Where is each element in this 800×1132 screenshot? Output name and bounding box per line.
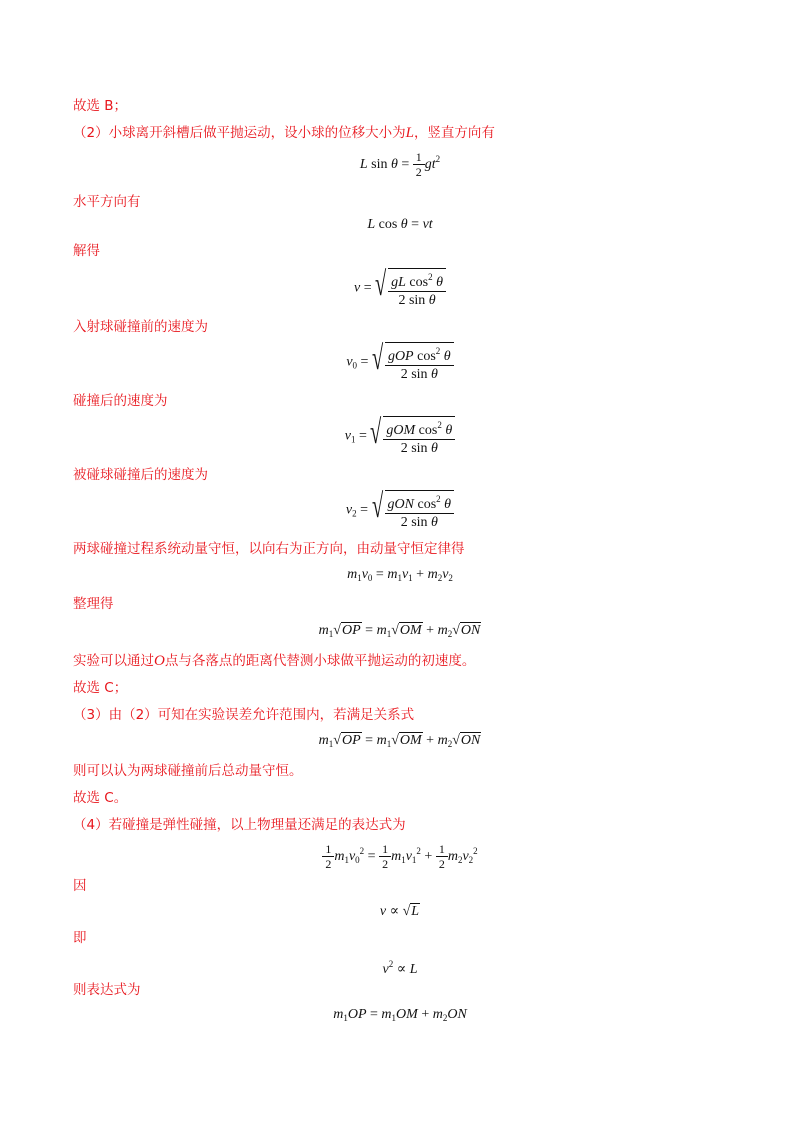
equation-final: $m_1OP = m_1OM + m_2ON$ (333, 1007, 467, 1023)
line-expression: 则表达式为 (73, 982, 141, 998)
var-O: O (154, 653, 165, 669)
line-rearrange: 整理得 (73, 596, 114, 612)
line-target-after: 被碰球碰撞后的速度为 (73, 467, 208, 483)
equation-momentum: $m_1v_0 = m_1v_1 + m_2v_2$ (347, 567, 453, 583)
equation-v1: $v_1$ = √ $\frac{gOM \cos^2 \theta}{\text{2 sin θ}}$ (0, 416, 800, 457)
note-post: 点与各落点的距离代替测小球做平抛运动的初速度。 (164, 653, 476, 669)
line-part4-intro: （4）若碰撞是弹性碰撞，以上物理量还满足的表达式为 (73, 817, 406, 833)
line-part3-intro: （3）由（2）可知在实验误差允许范围内，若满足关系式 (73, 707, 415, 723)
line-horizontal: 水平方向有 (73, 194, 141, 210)
equation-energy: $\frac{1}{2}$ $m_1v_0^2$ = $\frac{1}{2}$ $m_1v_1^2$ + $\frac{1}{2}$ $m_2v_2^2$ (0, 842, 800, 871)
line-that-is: 即 (73, 930, 87, 946)
note-pre: 实验可以通过 (73, 653, 154, 669)
var-L: L (405, 125, 414, 141)
equation-proportional-sqrt: v ∝ √L (379, 904, 420, 919)
line-solve: 解得 (73, 243, 100, 259)
equation-proportional: $v^2 \propto L$ (382, 959, 418, 977)
equation-sqrt-momentum: $m_1√OP = m_1√OM + m_2√ON$ (318, 623, 481, 639)
line-because: 因 (73, 878, 87, 894)
line-part2-intro (73, 124, 495, 142)
equation-v: v = √ $\frac{gL \cos^2 \theta}{\text{2 sin θ}}$ (0, 268, 800, 309)
equation-horizontal: L cos θ = vt (367, 217, 433, 232)
line-choice-b: 故选 B； (73, 98, 128, 114)
line-conserved: 则可以认为两球碰撞前后总动量守恒。 (73, 763, 303, 779)
line-experiment-note (73, 652, 475, 670)
line-choice-c-end: 故选 C。 (73, 790, 128, 806)
part2-intro-text: （2）小球离开斜槽后做平抛运动，设小球的位移大小为 (73, 125, 406, 141)
part2-intro-tail: ，竖直方向有 (413, 125, 495, 141)
line-choice-c: 故选 C； (73, 680, 128, 696)
line-after-collision: 碰撞后的速度为 (73, 393, 168, 409)
equation-relation: $m_1√OP = m_1√OM + m_2√ON$ (318, 733, 481, 749)
equation-v0: $v_0$ = √ $\frac{gOP \cos^2 \theta}{\text{2 sin θ}}$ (0, 342, 800, 383)
line-incident-before: 入射球碰撞前的速度为 (73, 319, 208, 335)
equation-vertical: L sin θ = $\frac{1}{2}$ $gt^2$ (359, 150, 441, 180)
line-momentum-conservation: 两球碰撞过程系统动量守恒，以向右为正方向，由动量守恒定律得 (73, 541, 465, 557)
equation-v2: $v_2$ = √ $\frac{gON \cos^2 \theta}{\text{2 sin θ}}$ (0, 490, 800, 531)
